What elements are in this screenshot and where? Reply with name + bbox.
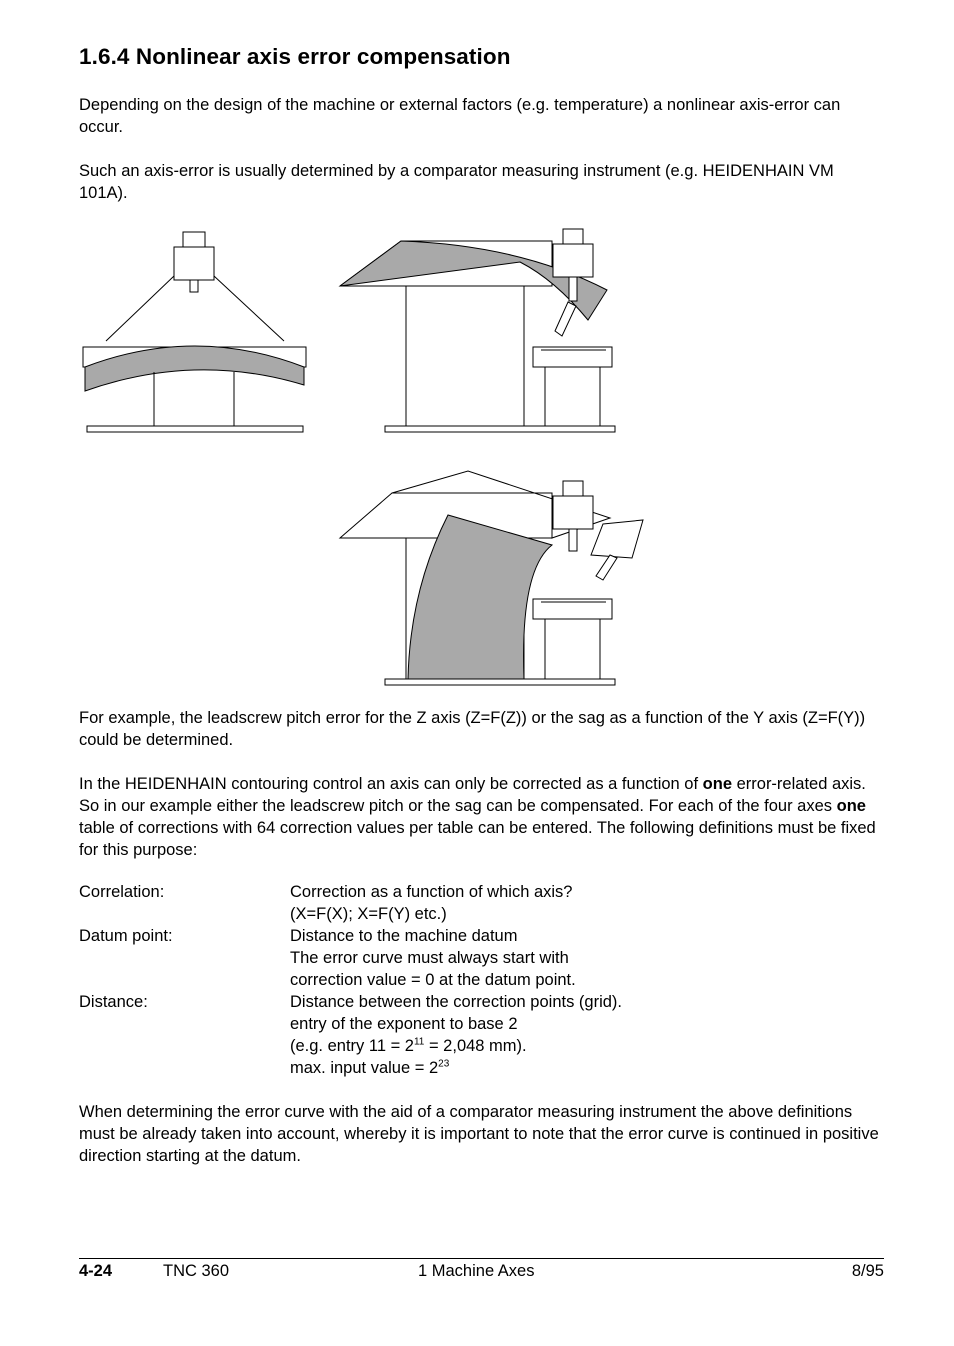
ram-bending-diagram [340, 229, 615, 432]
definition-correlation [79, 881, 884, 925]
sag-diagram [83, 232, 306, 432]
footer-page-number: 4-24 [79, 1262, 113, 1280]
footer-product: TNC 360 [163, 1262, 230, 1280]
definition-term: Datum point: [79, 927, 173, 945]
definition-term: Correlation: [79, 883, 165, 901]
control-emphasis-2: one [836, 797, 866, 815]
footer-chapter: 1 Machine Axes [418, 1262, 535, 1280]
definition-line: Distance to the machine datum [290, 927, 518, 945]
closing-paragraph: When determining the error curve with the aid of a comparator measuring instrument the above definitions must be already taken into account, whereby it is important to note that the error curve is continued in positive direction starting at the datum. [79, 1103, 879, 1165]
example-paragraph: For example, the leadscrew pitch error for the Z axis (Z=F(Z)) or the sag as a function of the Y axis (Z=F(Y)) could be determined. [79, 709, 866, 749]
definition-distance [79, 991, 884, 1079]
definition-line: Correction as a function of which axis? [290, 883, 573, 901]
definition-line: The error curve must always start with [290, 949, 569, 967]
column-bending-diagram [340, 471, 643, 685]
distance-max-line: max. input value = $2^{23}$ [290, 1058, 450, 1077]
footer-divider [79, 1258, 884, 1259]
definition-datum-point [79, 925, 884, 991]
definition-list [79, 881, 884, 1079]
intro-paragraph-2: Such an axis-error is usually determined by a comparator measuring instrument (e.g. HEIDENHAIN VM 101A). [79, 162, 834, 202]
control-emphasis-1: one [702, 775, 733, 793]
definition-line: entry of the exponent to base 2 [290, 1015, 518, 1033]
intro-paragraph-1: Depending on the design of the machine or external factors (e.g. temperature) a nonlinear axis-error can occur. [79, 96, 841, 136]
control-text-1: In the HEIDENHAIN contouring control an axis can only be corrected as a function of [79, 775, 703, 793]
distance-example-line: (e.g. entry $11 = 2^{11} = 2,048$ mm). [290, 1036, 527, 1055]
definition-line: (X=F(X); X=F(Y) etc.) [290, 905, 447, 923]
control-text-2: error-related axis. So in our example either the leadscrew pitch or the sag can be compensated. For each of the four axes [79, 775, 866, 815]
definition-line: Distance between the correction points (grid). [290, 993, 622, 1011]
definition-term: Distance: [79, 993, 148, 1011]
control-paragraph [79, 773, 884, 861]
footer-date: 8/95 [851, 1262, 884, 1280]
section-heading: 1.6.4 Nonlinear axis error compensation [79, 44, 511, 69]
control-text-3: table of corrections with 64 correction values per table can be entered. The following definitions must be fixed for this purpose: [79, 819, 876, 859]
definition-line: correction value = 0 at the datum point. [290, 971, 576, 989]
